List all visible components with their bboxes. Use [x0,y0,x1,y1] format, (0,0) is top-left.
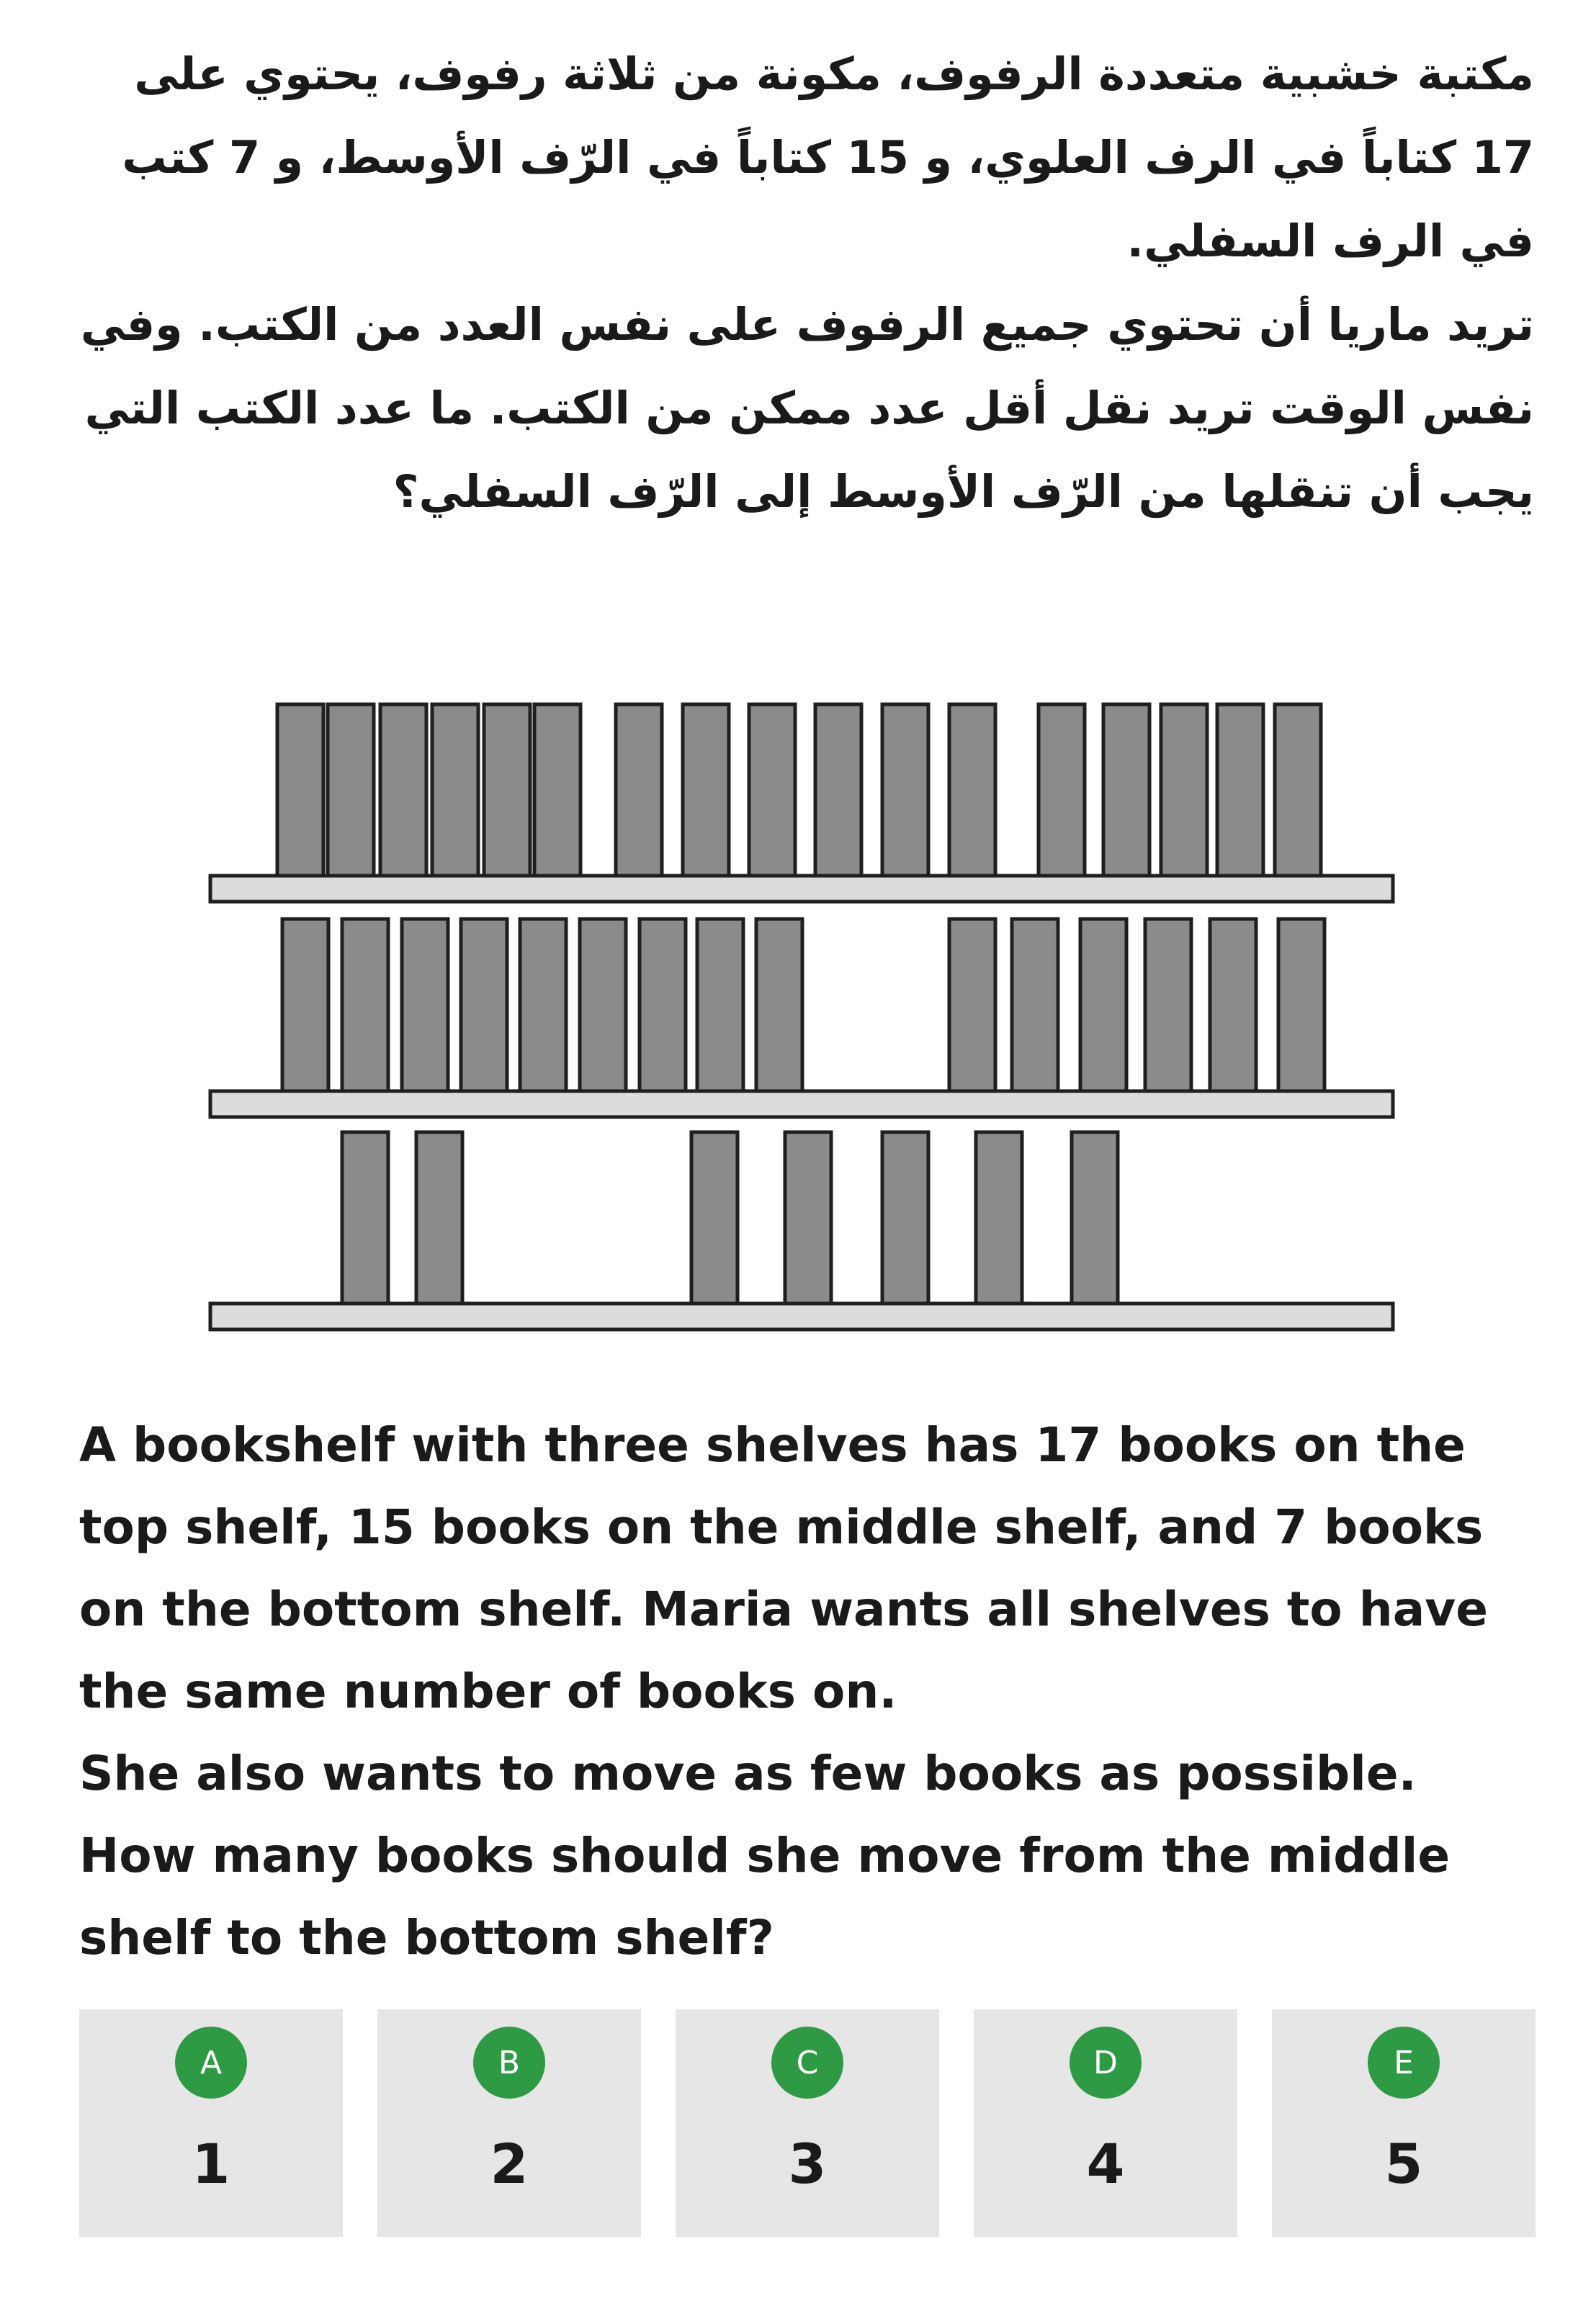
middle-shelf-book [1080,919,1126,1092]
top-shelf-book [815,704,861,876]
bottom-shelf-book [882,1132,928,1305]
bottom-shelf-book [785,1132,831,1305]
answer-letter-badge: D [1070,2027,1142,2099]
answer-option-c[interactable] [676,2009,939,2237]
answer-letter-badge: A [175,2027,247,2099]
top-shelf-book [432,704,478,876]
answer-option-b[interactable] [377,2009,641,2237]
answer-value: 4 [1086,2132,1125,2196]
arabic-paragraph-1: مكتبة خشبية متعددة الرفوف، مكونة من ثلاثة رفوف، يحتوي على 17 كتاباً في الرف العلوي، و 15 كتاباً في الرّف الأوسط، و 7 كتب في الرف السفلي. [122,48,1534,267]
bottom-shelf-board [210,1304,1393,1329]
middle-shelf-book [1012,919,1058,1092]
middle-shelf-book [520,919,566,1092]
top-shelf-book [1161,704,1207,876]
top-shelf-book [1217,704,1263,876]
answer-value: 5 [1384,2132,1423,2196]
middle-shelf-book [402,919,448,1092]
middle-shelf-book [756,919,802,1092]
bottom-shelf-book [1072,1132,1118,1305]
bottom-shelf-book [976,1132,1022,1305]
answer-value: 3 [788,2132,827,2196]
answer-letter-badge: E [1368,2027,1440,2099]
middle-shelf-book [1278,919,1324,1092]
top-shelf-book [1103,704,1149,876]
answer-option-d[interactable] [974,2009,1237,2237]
middle-shelf-board [210,1091,1393,1117]
answer-value: 2 [490,2132,529,2196]
middle-shelf-book [640,919,686,1092]
middle-shelf-book [949,919,995,1092]
middle-shelf-book [697,919,743,1092]
english-question [79,1404,1548,1979]
top-shelf-book [328,704,374,876]
middle-shelf-book [342,919,388,1092]
top-shelf-book [534,704,580,876]
middle-shelf-book [1145,919,1191,1092]
answer-letter-badge: B [473,2027,545,2099]
bottom-shelf-book [691,1132,738,1305]
arabic-question [72,32,1534,534]
top-shelf-book [1275,704,1321,876]
middle-shelf-book [282,919,328,1092]
answer-letter-badge: C [771,2027,843,2099]
answer-value: 1 [192,2132,230,2196]
answer-option-a[interactable] [79,2009,343,2237]
top-shelf-book [882,704,928,876]
top-shelf-book [1039,704,1085,876]
top-shelf-book [616,704,662,876]
top-shelf-board [210,876,1393,902]
top-shelf-book [277,704,323,876]
top-shelf-book [683,704,729,876]
middle-shelf-book [1210,919,1256,1092]
top-shelf-book [949,704,995,876]
bottom-shelf-book [342,1132,388,1305]
top-shelf-book [380,704,426,876]
bottom-shelf-book [416,1132,462,1305]
arabic-paragraph-2: تريد ماريا أن تحتوي جميع الرفوف على نفس العدد من الكتب. وفي نفس الوقت تريد نقل أقل عدد ممكن من الكتب. ما عدد الكتب التي يجب أن تنقلها من الرّف الأوسط إلى الرّف السفلي؟ [80,298,1534,518]
middle-shelf-book [580,919,626,1092]
english-paragraph-1: A bookshelf with three shelves has 17 books on the top shelf, 15 books on the middle shelf, and 7 books on the bottom shelf. Maria wants all shelves to have the same number of books on. [79,1417,1489,1719]
english-paragraph-2: She also wants to move as few books as possible. How many books should she move from the middle shelf to the bottom shelf? [79,1746,1451,1965]
top-shelf-book [749,704,795,876]
bookshelf-illustration [0,691,1596,1340]
top-shelf-book [484,704,530,876]
answer-option-e[interactable] [1272,2009,1536,2237]
middle-shelf-book [461,919,507,1092]
